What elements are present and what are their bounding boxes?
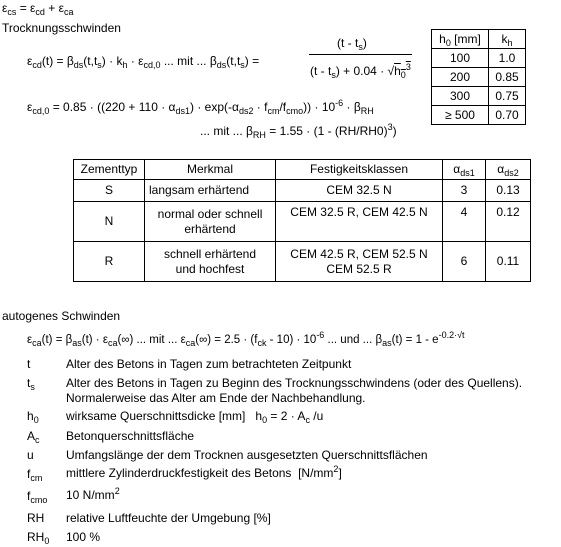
eq-eps-ca: $\varepsilon_{ca}(t) = \beta_{as}(t) \cdot \varepsilon_{ca}(\infty)$ ... mit ... $\varepsilon_{ca}(\infty) = 2.5 \cdot (f_{ck} - 10) \cdot 10^{-6}$ ... und ... $\beta_{as}(t) = 1 - e^{-0.2\cdot√t}$ <box>27 330 465 348</box>
cem-cell: R <box>74 242 145 282</box>
def-symbol: t <box>27 357 31 371</box>
cem-header: Zementtyp <box>74 160 145 180</box>
kh-cell: ≥ 500 <box>432 106 489 125</box>
cem-cell-line: schnell erhärtend <box>163 246 257 261</box>
kh-cell: 100 <box>432 49 489 68</box>
def-symbol: $f_{cm}$ <box>27 467 43 483</box>
def-symbol: $A_c$ <box>27 429 40 445</box>
kh-cell: 0.85 <box>489 68 526 87</box>
cem-cell-line: normal oder schnell <box>157 206 263 221</box>
fraction-bar <box>309 54 412 55</box>
eq-eps-cd0-line2: ... mit ... $\beta_{RH} = 1.55 \cdot (1 - (RH/RH0)^3)$ <box>200 122 397 140</box>
eq-total-strain: $\varepsilon_{cs} = \varepsilon_{cd} + \varepsilon_{ca}$ <box>2 1 74 17</box>
kh-cell: 0.70 <box>489 106 526 125</box>
def-text: Alter des Betons in Tagen zu Beginn des Trocknungsschwindens (oder des Quellens). <box>66 376 523 390</box>
cem-cell: N <box>74 202 145 242</box>
cem-cell <box>276 242 443 282</box>
def-symbol: $f_{cmo}$ <box>27 489 48 505</box>
cem-cell: S <box>74 180 145 202</box>
kh-table <box>431 29 526 125</box>
kh-cell: 300 <box>432 87 489 106</box>
kh-header-h0: $h_0$ [mm] <box>432 30 489 49</box>
cem-cell: 0.13 <box>486 180 531 202</box>
cem-header: Merkmal <box>145 160 276 180</box>
def-text: 100 % <box>66 530 101 544</box>
eq-eps-cd: $\varepsilon_{cd}(t) = \beta_{ds}(t,t_s) \cdot k_h \cdot \varepsilon_{cd,0}$ ... mit ... $\beta_{ds}(t,t_s)$ = <box>27 54 260 70</box>
def-text: wirksame Querschnittsdicke [mm] $h_0 = 2 \cdot A_c$ /u <box>66 409 324 425</box>
kh-cell: 0.75 <box>489 87 526 106</box>
cem-cell: CEM 32.5 R, CEM 42.5 N <box>276 202 443 242</box>
def-text: Alter des Betons in Tagen zum betrachteten Zeitpunkt <box>66 357 352 371</box>
kh-header-kh: $k_h$ <box>489 30 526 49</box>
cem-cell-line: erhärtend <box>184 221 236 236</box>
cem-cell: 0.12 <box>486 202 531 242</box>
def-symbol: $RH_0$ <box>27 530 50 546</box>
cem-header-ads1: $\alpha_{ds1}$ <box>443 160 486 180</box>
def-symbol: u <box>27 448 34 462</box>
cement-table <box>73 159 531 282</box>
section-title-autogenous: autogenes Schwinden <box>2 309 121 323</box>
def-text: 10 $N/mm^2$ <box>66 486 120 502</box>
def-symbol: RH <box>27 511 45 525</box>
cem-cell: 4 <box>443 202 486 242</box>
kh-cell: 1.0 <box>489 49 526 68</box>
def-symbol: $h_0$ <box>27 409 39 425</box>
def-text: Betonquerschnittsfläche <box>66 429 195 443</box>
kh-cell: 200 <box>432 68 489 87</box>
cem-cell: langsam erhärtend <box>145 180 276 202</box>
cem-header: Festigkeitsklassen <box>276 160 443 180</box>
def-text: mittlere Zylinderdruckfestigkeit des Betons $[N/mm^2]$ <box>66 464 342 480</box>
eq-beta-ds-numerator: $(t - t_s)$ <box>337 36 367 52</box>
eq-eps-cd0-line1: $\varepsilon_{cd,0} = 0.85 \cdot ((220 + 110 \cdot \alpha_{ds1}) \cdot \exp(-\alpha_{ds2} \cdot f_{cm}/f_{cmo})) \cdot 10^{-6} \cdot \beta_{RH}$ <box>27 98 374 116</box>
cem-cell <box>145 242 276 282</box>
def-text: Normalerweise das Alter am Ende der Nachbehandlung. <box>66 391 366 405</box>
cem-cell: 3 <box>443 180 486 202</box>
def-symbol: $t_s$ <box>27 376 35 392</box>
cem-cell <box>145 202 276 242</box>
cem-cell-line: CEM 52.5 R <box>326 261 392 276</box>
cem-cell-line: und hochfest <box>175 261 245 276</box>
cem-header-ads2: $\alpha_{ds2}$ <box>486 160 531 180</box>
eq-beta-ds-denominator: $(t - t_s) + 0.04 \cdot √h_0^3$ <box>310 62 411 80</box>
section-title-drying: Trocknungsschwinden <box>2 21 121 35</box>
cem-cell: 0.11 <box>486 242 531 282</box>
def-text: relative Luftfeuchte der Umgebung [%] <box>66 511 271 525</box>
def-text: Umfangslänge der dem Trocknen ausgesetzten Querschnittsflächen <box>66 448 428 462</box>
cem-cell: CEM 32.5 N <box>276 180 443 202</box>
cem-cell-line: CEM 42.5 R, CEM 52.5 N <box>290 246 428 261</box>
cem-cell: 6 <box>443 242 486 282</box>
